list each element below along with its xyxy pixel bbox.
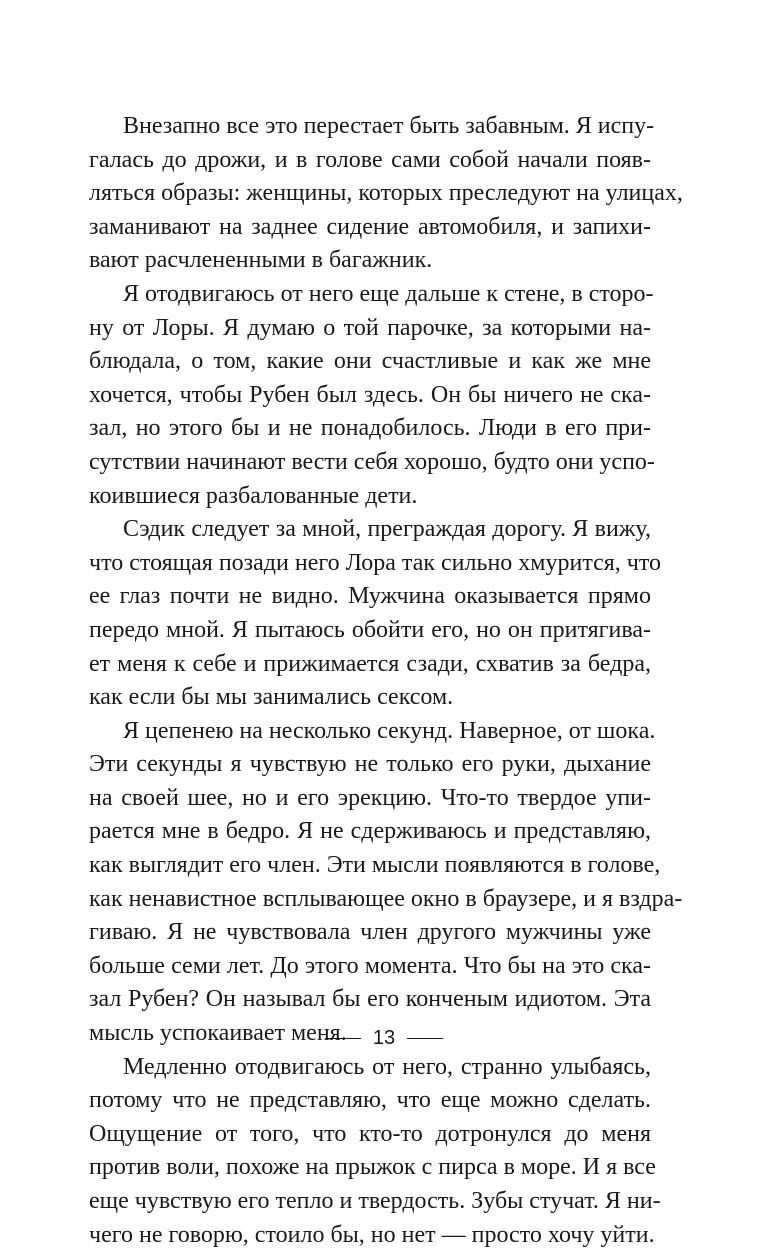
text-line: зал, но этого бы и не понадобилось. Люди в его при- <box>89 415 651 442</box>
text-line: коившиеся разбалованные дети. <box>89 482 418 509</box>
text-line: Эти секунды я чувствую не только его руки, дыхание <box>89 751 651 778</box>
paragraph-3 <box>89 513 662 715</box>
text-line: Я отодвигаюсь от него еще дальше к стене, в сторо- <box>123 280 654 307</box>
text-line: мысль успокаивает меня. <box>89 1020 347 1047</box>
text-line: Я цепенею на несколько секунд. Наверное, от шока. <box>123 717 656 744</box>
footer-rule-right <box>407 1038 443 1039</box>
paragraph-2 <box>89 278 655 513</box>
paragraph-1 <box>89 110 683 278</box>
text-line: хочется, чтобы Рубен был здесь. Он бы ничего не ска- <box>89 381 651 408</box>
text-line: Медленно отодвигаюсь от него, странно улыбаясь, <box>123 1053 651 1080</box>
text-line: гиваю. Я не чувствовала член другого мужчины уже <box>89 919 651 946</box>
text-line: ет меня к себе и прижимается сзади, схватив за бедра, <box>89 650 651 677</box>
text-line: галась до дрожи, и в голове сами собой начали появ- <box>89 146 651 173</box>
text-line: как ненавистное всплывающее окно в браузере, и я вздра- <box>89 885 683 912</box>
page-footer <box>0 1026 768 1050</box>
paragraph-5 <box>89 1051 661 1252</box>
text-line: на своей шее, но и его эрекцию. Что-то твердое упи- <box>89 784 651 811</box>
text-line: ляться образы: женщины, которых преследуют на улицах, <box>89 180 683 207</box>
text-line: рается мне в бедро. Я не сдерживаюсь и представляю, <box>89 818 651 845</box>
text-line: потому что не представляю, что еще можно сделать. <box>89 1087 651 1114</box>
paragraph-4 <box>89 715 683 1051</box>
text-line: Ощущение от того, что кто-то дотронулся до меня <box>89 1120 651 1147</box>
text-line: Внезапно все это перестает быть забавным. Я испу- <box>123 113 655 139</box>
page-number: 13 <box>372 1027 396 1049</box>
text-line: зал Рубен? Он называл бы его конченым идиотом. Эта <box>89 986 651 1013</box>
text-line: блюдала, о том, какие они счастливые и как же мне <box>89 348 651 375</box>
text-line: передо мной. Я пытаюсь обойти его, но он притягива- <box>89 616 651 643</box>
text-line: что стоящая позади него Лора так сильно хмурится, что <box>89 549 662 576</box>
footer-rule-left <box>325 1038 361 1039</box>
text-line: еще чувствую его тепло и твердость. Зубы стучат. Я ни- <box>89 1188 661 1214</box>
text-line: сутствии начинают вести себя хорошо, будто они успо- <box>89 448 655 475</box>
text-line: больше семи лет. До этого момента. Что бы на это ска- <box>89 952 651 979</box>
text-line: вают расчлененными в багажник. <box>89 247 433 274</box>
text-line: против воли, похоже на прыжок с пирса в море. И я все <box>89 1154 656 1181</box>
text-line: заманивают на заднее сидение автомобиля, и запихи- <box>89 213 651 240</box>
text-line: Сэдик следует за мной, преграждая дорогу. Я вижу, <box>123 516 651 543</box>
text-line: ее глаз почти не видно. Мужчина оказывается прямо <box>89 583 651 610</box>
text-line: чего не говорю, стоило бы, но нет — просто хочу уйти. <box>89 1221 655 1248</box>
text-line: как если бы мы занимались сексом. <box>89 684 454 711</box>
body-text <box>89 110 683 1252</box>
text-line: ну от Лоры. Я думаю о той парочке, за которыми на- <box>89 314 651 341</box>
text-line: как выглядит его член. Эти мысли появляются в голове, <box>89 852 661 879</box>
